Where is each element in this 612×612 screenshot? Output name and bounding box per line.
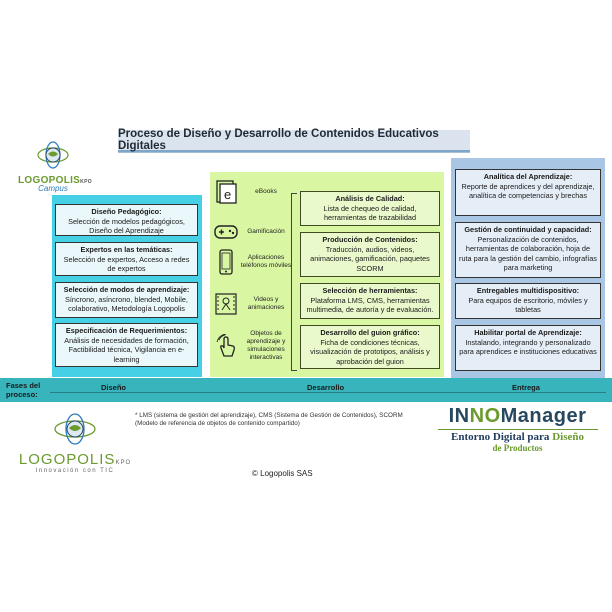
brand-divider <box>438 429 598 430</box>
phases-label: Fases del proceso: <box>6 381 41 399</box>
logopolis-logo <box>15 412 135 482</box>
brand-in: IN <box>448 405 470 427</box>
delivery-card <box>455 325 601 371</box>
card-heading: Análisis de Calidad: <box>335 194 405 203</box>
card-body: Reporte de aprendices y del aprendizaje, analítica de competencias y brechas <box>461 181 595 201</box>
gamepad-icon <box>213 220 239 244</box>
globe-logo-icon <box>53 412 97 446</box>
dev-icon-row <box>213 292 293 316</box>
card-body: Selección de expertos, Acceso a redes de expertos <box>63 254 190 274</box>
card-heading: Analítica del Aprendizaje: <box>483 172 573 181</box>
card-heading: Expertos en las temáticas: <box>80 245 173 254</box>
logo-name: LOGOPOLIS <box>18 451 116 468</box>
touch-icon <box>213 334 239 358</box>
design-card <box>55 204 198 236</box>
card-heading: Producción de Contenidos: <box>322 235 418 244</box>
icon-label: Videos y animaciones <box>247 296 285 311</box>
smartphone-icon <box>213 250 239 274</box>
card-body: Para equipos de escritorio, móviles y tabletas <box>468 295 588 315</box>
phase-design: Diseño <box>101 383 127 392</box>
delivery-card <box>455 222 601 278</box>
ebook-icon <box>213 180 239 204</box>
logo-name: LOGOPOLIS <box>18 175 81 186</box>
dev-icon-row <box>213 180 293 204</box>
card-body: Selección de modelos pedagógicos, Diseño del Aprendizaje <box>68 216 185 236</box>
icon-label: Gamificación <box>247 228 285 235</box>
card-body: Síncrono, asíncrono, blended, Mobile, colaborativo, Metodología Logopolis <box>65 294 188 314</box>
logopolis-campus-logo <box>18 140 92 198</box>
development-card <box>300 325 440 369</box>
card-body: Lista de chequeo de calidad, herramientas de trazabilidad <box>323 203 417 223</box>
design-card <box>55 282 198 318</box>
phase-development: Desarrollo <box>307 383 345 392</box>
svg-text:e: e <box>224 187 232 202</box>
logo-campus: Campus <box>38 184 68 193</box>
phase-delivery: Entrega <box>512 383 540 392</box>
brand-line1-accent: Diseño <box>552 431 584 443</box>
icon-label: Aplicaciones teléfonos móviles <box>240 254 292 269</box>
card-body: Traducción, audios, videos, animaciones, gamificación, paquetes SCORM <box>310 244 430 273</box>
design-card <box>55 323 198 367</box>
copyright: © Logopolis SAS <box>252 469 313 478</box>
diagram-title: Proceso de Diseño y Desarrollo de Contenidos Educativos Digitales <box>118 130 470 152</box>
card-body: Análisis de necesidades de formación, Factibilidad técnica, Vigilancia en e-learning <box>64 335 189 364</box>
development-card <box>300 232 440 277</box>
brand-manager: Manager <box>500 405 587 427</box>
icon-label: eBooks <box>255 188 277 195</box>
logo-suffix: KPO <box>115 460 132 466</box>
card-heading: Entregables multidispositivo: <box>476 286 580 295</box>
card-body: Personalización de contenidos, herramientas de colaboración, hoja de ruta para la gestión del cambio, infografías para marketing <box>459 234 597 273</box>
card-body: Instalando, integrando y personalizado para aprendices e instituciones educativas <box>459 337 597 357</box>
card-heading: Especificación de Requerimientos: <box>65 326 188 335</box>
delivery-card <box>455 169 601 216</box>
globe-logo-icon <box>36 140 70 170</box>
card-heading: Gestión de continuidad y capacidad: <box>464 225 592 234</box>
card-heading: Selección de herramientas: <box>322 286 418 295</box>
development-card <box>300 191 440 226</box>
video-icon <box>213 292 239 316</box>
delivery-card <box>455 283 601 319</box>
card-body: Plataforma LMS, CMS, herramientas multimedia, de autoría y de evaluación. <box>306 295 434 315</box>
footnote: * LMS (sistema de gestión del aprendizaje), CMS (Sistema de Gestión de Contenidos), SCORM (Modelo de referencia de objetos de contenido compartido) <box>135 412 403 428</box>
icon-label: Objetos de aprendizaje y simulaciones interactivas <box>246 330 286 361</box>
innomanager-logo <box>425 405 610 467</box>
dev-icon-row <box>213 330 293 362</box>
card-heading: Desarrollo del guion gráfico: <box>320 328 420 337</box>
design-card <box>55 242 198 276</box>
dev-icon-row <box>213 250 293 274</box>
card-heading: Diseño Pedagógico: <box>91 207 162 216</box>
brand-line1: Entorno Digital para <box>451 431 550 443</box>
brand-no: NO <box>469 405 501 427</box>
icon-bracket <box>291 193 297 371</box>
card-heading: Selección de modos de aprendizaje: <box>63 285 190 294</box>
brand-line2: de Productos <box>492 443 543 453</box>
card-heading: Habilitar portal de Aprendizaje: <box>474 328 582 337</box>
logo-suffix: KPO <box>80 179 92 185</box>
logo-tagline: Innovación con TIC <box>35 468 115 474</box>
title-underline <box>118 152 470 153</box>
phase-divider <box>50 392 606 393</box>
development-card <box>300 283 440 319</box>
card-body: Ficha de condiciones técnicas, visualización de prototipos, análisis y aprobación del guion <box>310 337 430 366</box>
dev-icon-row <box>213 220 293 244</box>
